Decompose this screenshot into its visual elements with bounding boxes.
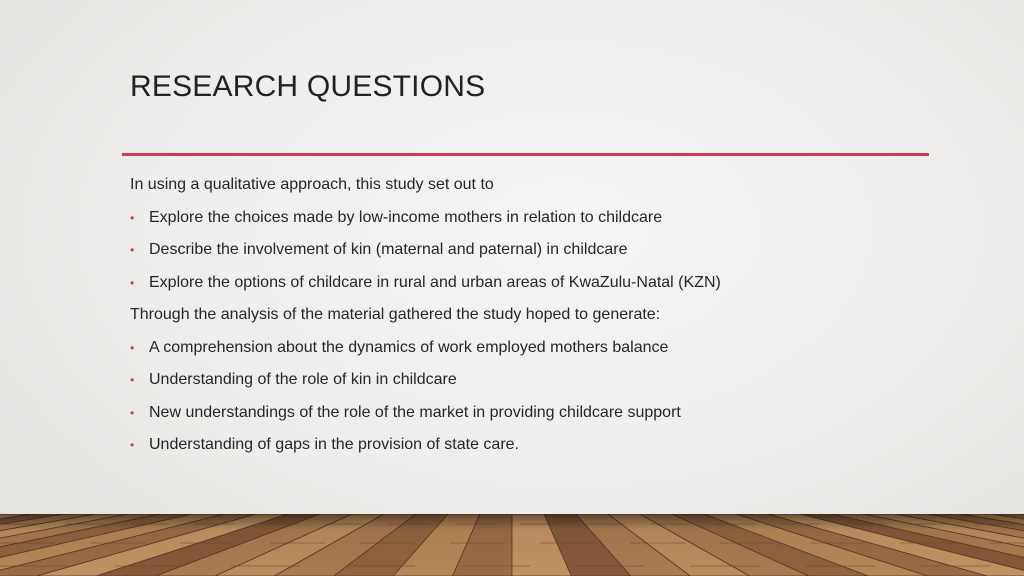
bullet-dot-icon: • bbox=[130, 438, 135, 452]
bullet-dot-icon: • bbox=[130, 275, 135, 290]
list-item-text: Explore the choices made by low-income mothers in relation to childcare bbox=[149, 208, 663, 226]
list-item bbox=[130, 336, 930, 369]
bullet-dot-icon: • bbox=[130, 340, 135, 355]
slide-title: RESEARCH QUESTIONS bbox=[130, 70, 486, 103]
list-item bbox=[130, 368, 930, 401]
slide-body bbox=[130, 173, 930, 466]
transition-text: Through the analysis of the material gathered the study hoped to generate: bbox=[130, 306, 661, 323]
list-item-text: Understanding of gaps in the provision of state care. bbox=[149, 436, 519, 453]
bullet-dot-icon: • bbox=[130, 243, 135, 257]
list-item bbox=[130, 271, 930, 304]
title-divider bbox=[122, 153, 929, 156]
bullet-dot-icon: • bbox=[130, 405, 135, 420]
bullet-dot-icon: • bbox=[130, 210, 135, 225]
list-item-text: New understandings of the role of the market in providing childcare support bbox=[149, 403, 681, 421]
list-item bbox=[130, 401, 930, 434]
list-item bbox=[130, 238, 930, 271]
list-item-text: Describe the involvement of kin (maternal and paternal) in childcare bbox=[149, 241, 628, 258]
list-item-text: Understanding of the role of kin in childcare bbox=[149, 371, 457, 388]
wood-floor-decoration bbox=[0, 514, 1024, 576]
list-item bbox=[130, 433, 930, 466]
list-item bbox=[130, 206, 930, 239]
bullet-dot-icon: • bbox=[130, 373, 135, 387]
intro-text: In using a qualitative approach, this study set out to bbox=[130, 176, 494, 193]
list-item-text: A comprehension about the dynamics of work employed mothers balance bbox=[149, 338, 669, 356]
list-item-text: Explore the options of childcare in rural and urban areas of KwaZulu-Natal (KZN) bbox=[149, 273, 721, 291]
